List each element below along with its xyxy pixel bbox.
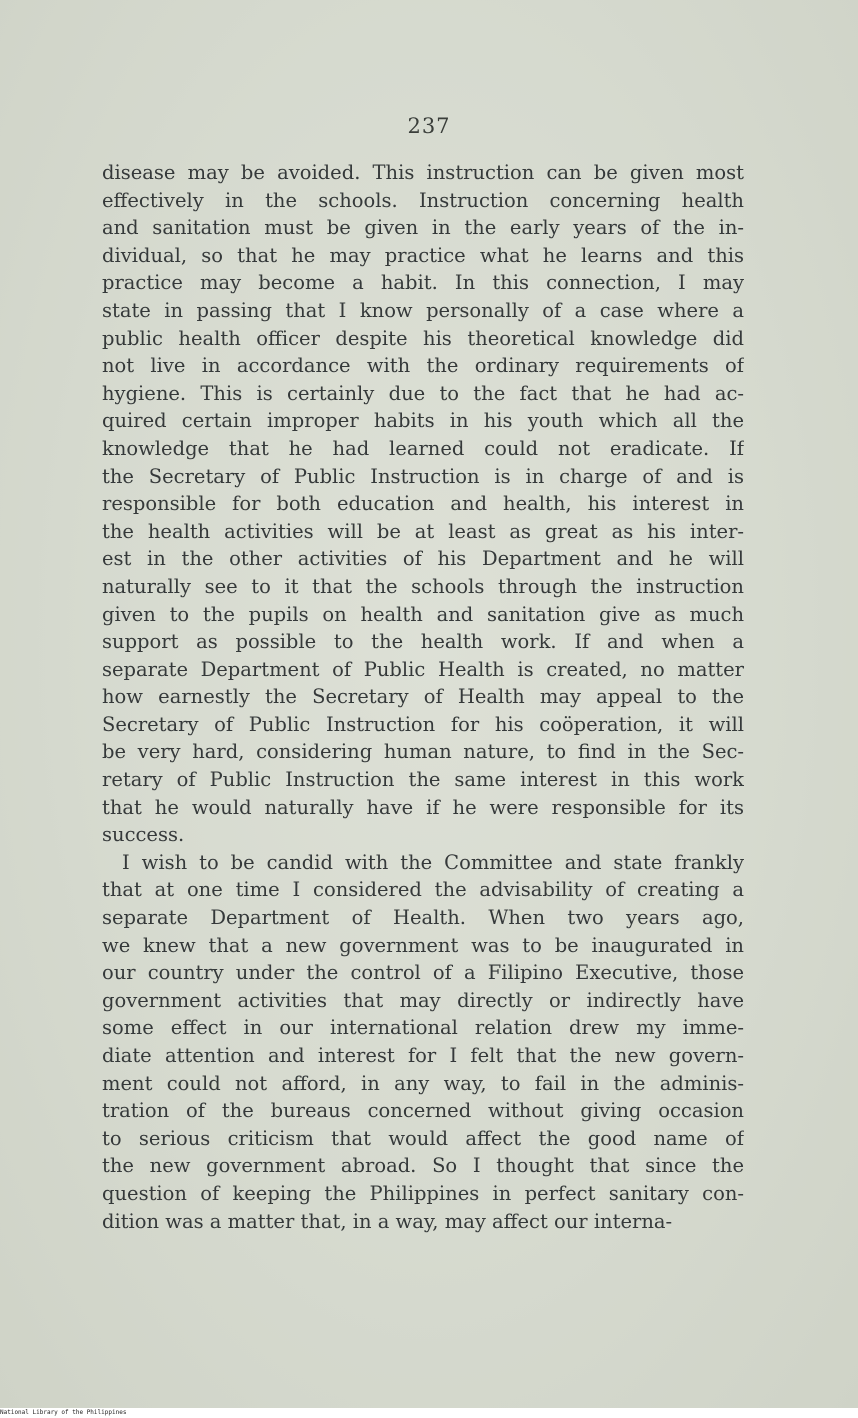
text-line: not live in accordance with the ordinary requirements of — [102, 354, 744, 378]
text-line: knowledge that he had learned could not eradicate. If — [102, 436, 744, 460]
text-line: how earnestly the Secretary of Health may appeal to the — [102, 685, 744, 709]
text-line: dividual, so that he may practice what he learns and this — [102, 243, 744, 267]
text-line: question of keeping the Philippines in perfect sanitary con- — [102, 1181, 744, 1205]
text-line: our country under the control of a Filipino Executive, those — [102, 961, 744, 985]
text-line: the Secretary of Public Instruction is in charge of and is — [102, 464, 744, 488]
text-line: the health activities will be at least as great as his inter- — [102, 519, 744, 543]
body-text — [102, 159, 744, 1235]
text-line: state in passing that I know personally of a case where a — [102, 298, 744, 322]
text-line: and sanitation must be given in the early years of the in- — [102, 216, 744, 240]
text-line: support as possible to the health work. If and when a — [102, 630, 744, 654]
text-line: diate attention and interest for I felt that the new govern- — [102, 1044, 744, 1067]
text-line: we knew that a new government was to be inaugurated in — [102, 933, 744, 957]
text-line: success. — [102, 823, 185, 847]
text-line: public health officer despite his theoretical knowledge did — [102, 326, 744, 350]
text-line: that he would naturally have if he were responsible for its — [102, 795, 744, 819]
text-line: that at one time I considered the advisability of creating a — [102, 878, 744, 902]
library-credit: National Library of the Philippines — [0, 1409, 127, 1416]
text-line: dition was a matter that, in a way, may affect our interna- — [102, 1209, 673, 1233]
text-line: the new government abroad. So I thought that since the — [102, 1154, 744, 1178]
text-line: naturally see to it that the schools through the instruction — [102, 574, 744, 598]
page-number: 237 — [407, 114, 451, 138]
text-line: responsible for both education and health, his interest in — [102, 492, 744, 516]
text-line: some effect in our international relation drew my imme- — [102, 1016, 744, 1040]
text-line: I wish to be candid with the Committee and state frankly — [122, 850, 744, 874]
text-line: given to the pupils on health and sanitation give as much — [102, 602, 744, 626]
text-line: hygiene. This is certainly due to the fact that he had ac- — [102, 381, 744, 405]
text-line: separate Department of Health. When two years ago, — [102, 906, 744, 930]
text-line: tration of the bureaus concerned without giving occasion — [102, 1099, 744, 1123]
text-line: est in the other activities of his Department and he will — [102, 547, 744, 571]
text-line: retary of Public Instruction the same interest in this work — [102, 768, 744, 792]
text-line: practice may become a habit. In this connection, I may — [102, 271, 744, 295]
text-line: effectively in the schools. Instruction concerning health — [102, 188, 744, 212]
text-line: disease may be avoided. This instruction can be given most — [102, 161, 744, 184]
text-line: quired certain improper habits in his youth which all the — [102, 409, 744, 433]
text-line: to serious criticism that would affect the good name of — [102, 1126, 744, 1150]
text-line: Secretary of Public Instruction for his coöperation, it will — [102, 712, 744, 736]
text-line: be very hard, considering human nature, to find in the Sec- — [102, 740, 744, 764]
text-line: separate Department of Public Health is created, no matter — [102, 657, 744, 681]
text-line: ment could not afford, in any way, to fail in the adminis- — [102, 1071, 744, 1095]
text-line: government activities that may directly or indirectly have — [102, 988, 744, 1012]
